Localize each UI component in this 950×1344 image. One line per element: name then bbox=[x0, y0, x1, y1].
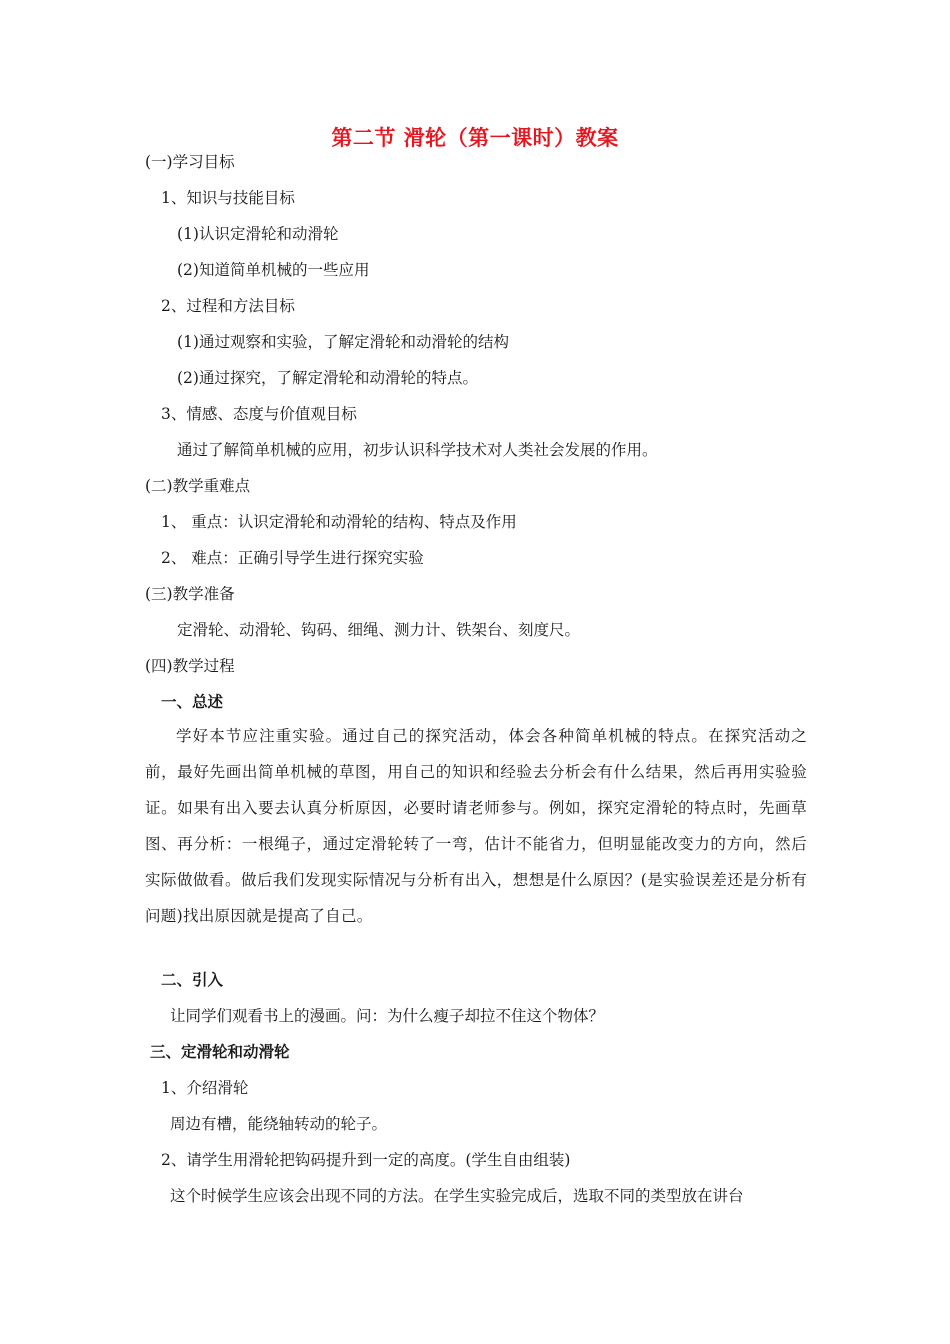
subheading-introduction: 二、引入 bbox=[161, 971, 224, 989]
section-heading-objectives: (一)学习目标 bbox=[145, 153, 235, 171]
body-text: 通过了解简单机械的应用，初步认识科学技术对人类社会发展的作用。 bbox=[177, 441, 658, 459]
section-heading-process: (四)教学过程 bbox=[145, 657, 235, 675]
list-item: (2)知道简单机械的一些应用 bbox=[177, 261, 370, 279]
list-item: 1、 重点：认识定滑轮和动滑轮的结构、特点及作用 bbox=[161, 513, 517, 531]
subheading-knowledge-skills: 1、知识与技能目标 bbox=[161, 189, 295, 207]
page-title: 第二节 滑轮（第一课时）教案 bbox=[331, 126, 619, 150]
subheading-overview: 一、总述 bbox=[161, 693, 224, 711]
list-item: 2、 难点：正确引导学生进行探究实验 bbox=[161, 549, 424, 567]
list-item: (1)通过观察和实验，了解定滑轮和动滑轮的结构 bbox=[177, 333, 509, 351]
paragraph-overview: 学好本节应注重实验。通过自己的探究活动，体会各种简单机械的特点。在探究活动之前，最好先画出简单机械的草图，用自己的知识和经验去分析会有什么结果，然后再用实验验证。如果有出入要去认真分析原因，必要时请老师参与。例如，探究定滑轮的特点时，先画草图、再分析：一根绳子，通过定滑轮转了一弯，估计不能省力，但明显能改变力的方向，然后实际做做看。做后我们发现实际情况与分析有出入，想想是什么原因？(是实验误差还是分析有问题)找出原因就是提高了自己。 bbox=[145, 727, 807, 925]
list-item: 2、请学生用滑轮把钩码提升到一定的高度。(学生自由组装) bbox=[161, 1151, 571, 1169]
body-text: 定滑轮、动滑轮、钩码、细绳、测力计、铁架台、刻度尺。 bbox=[177, 621, 581, 639]
subheading-process-method: 2、过程和方法目标 bbox=[161, 297, 295, 315]
list-item: (1)认识定滑轮和动滑轮 bbox=[177, 225, 339, 243]
section-heading-key-points: (二)教学重难点 bbox=[145, 477, 251, 495]
list-item: (2)通过探究，了解定滑轮和动滑轮的特点。 bbox=[177, 369, 478, 387]
body-text: 这个时候学生应该会出现不同的方法。在学生实验完成后，选取不同的类型放在讲台 bbox=[170, 1187, 744, 1205]
section-heading-preparation: (三)教学准备 bbox=[145, 585, 235, 603]
body-text: 让同学们观看书上的漫画。问：为什么瘦子却拉不住这个物体？ bbox=[170, 1007, 605, 1025]
subheading-pulleys: 三、定滑轮和动滑轮 bbox=[150, 1043, 290, 1061]
list-item: 1、介绍滑轮 bbox=[161, 1079, 249, 1097]
subheading-emotion-values: 3、情感、态度与价值观目标 bbox=[161, 405, 357, 423]
body-text: 周边有槽，能绕轴转动的轮子。 bbox=[170, 1115, 388, 1133]
